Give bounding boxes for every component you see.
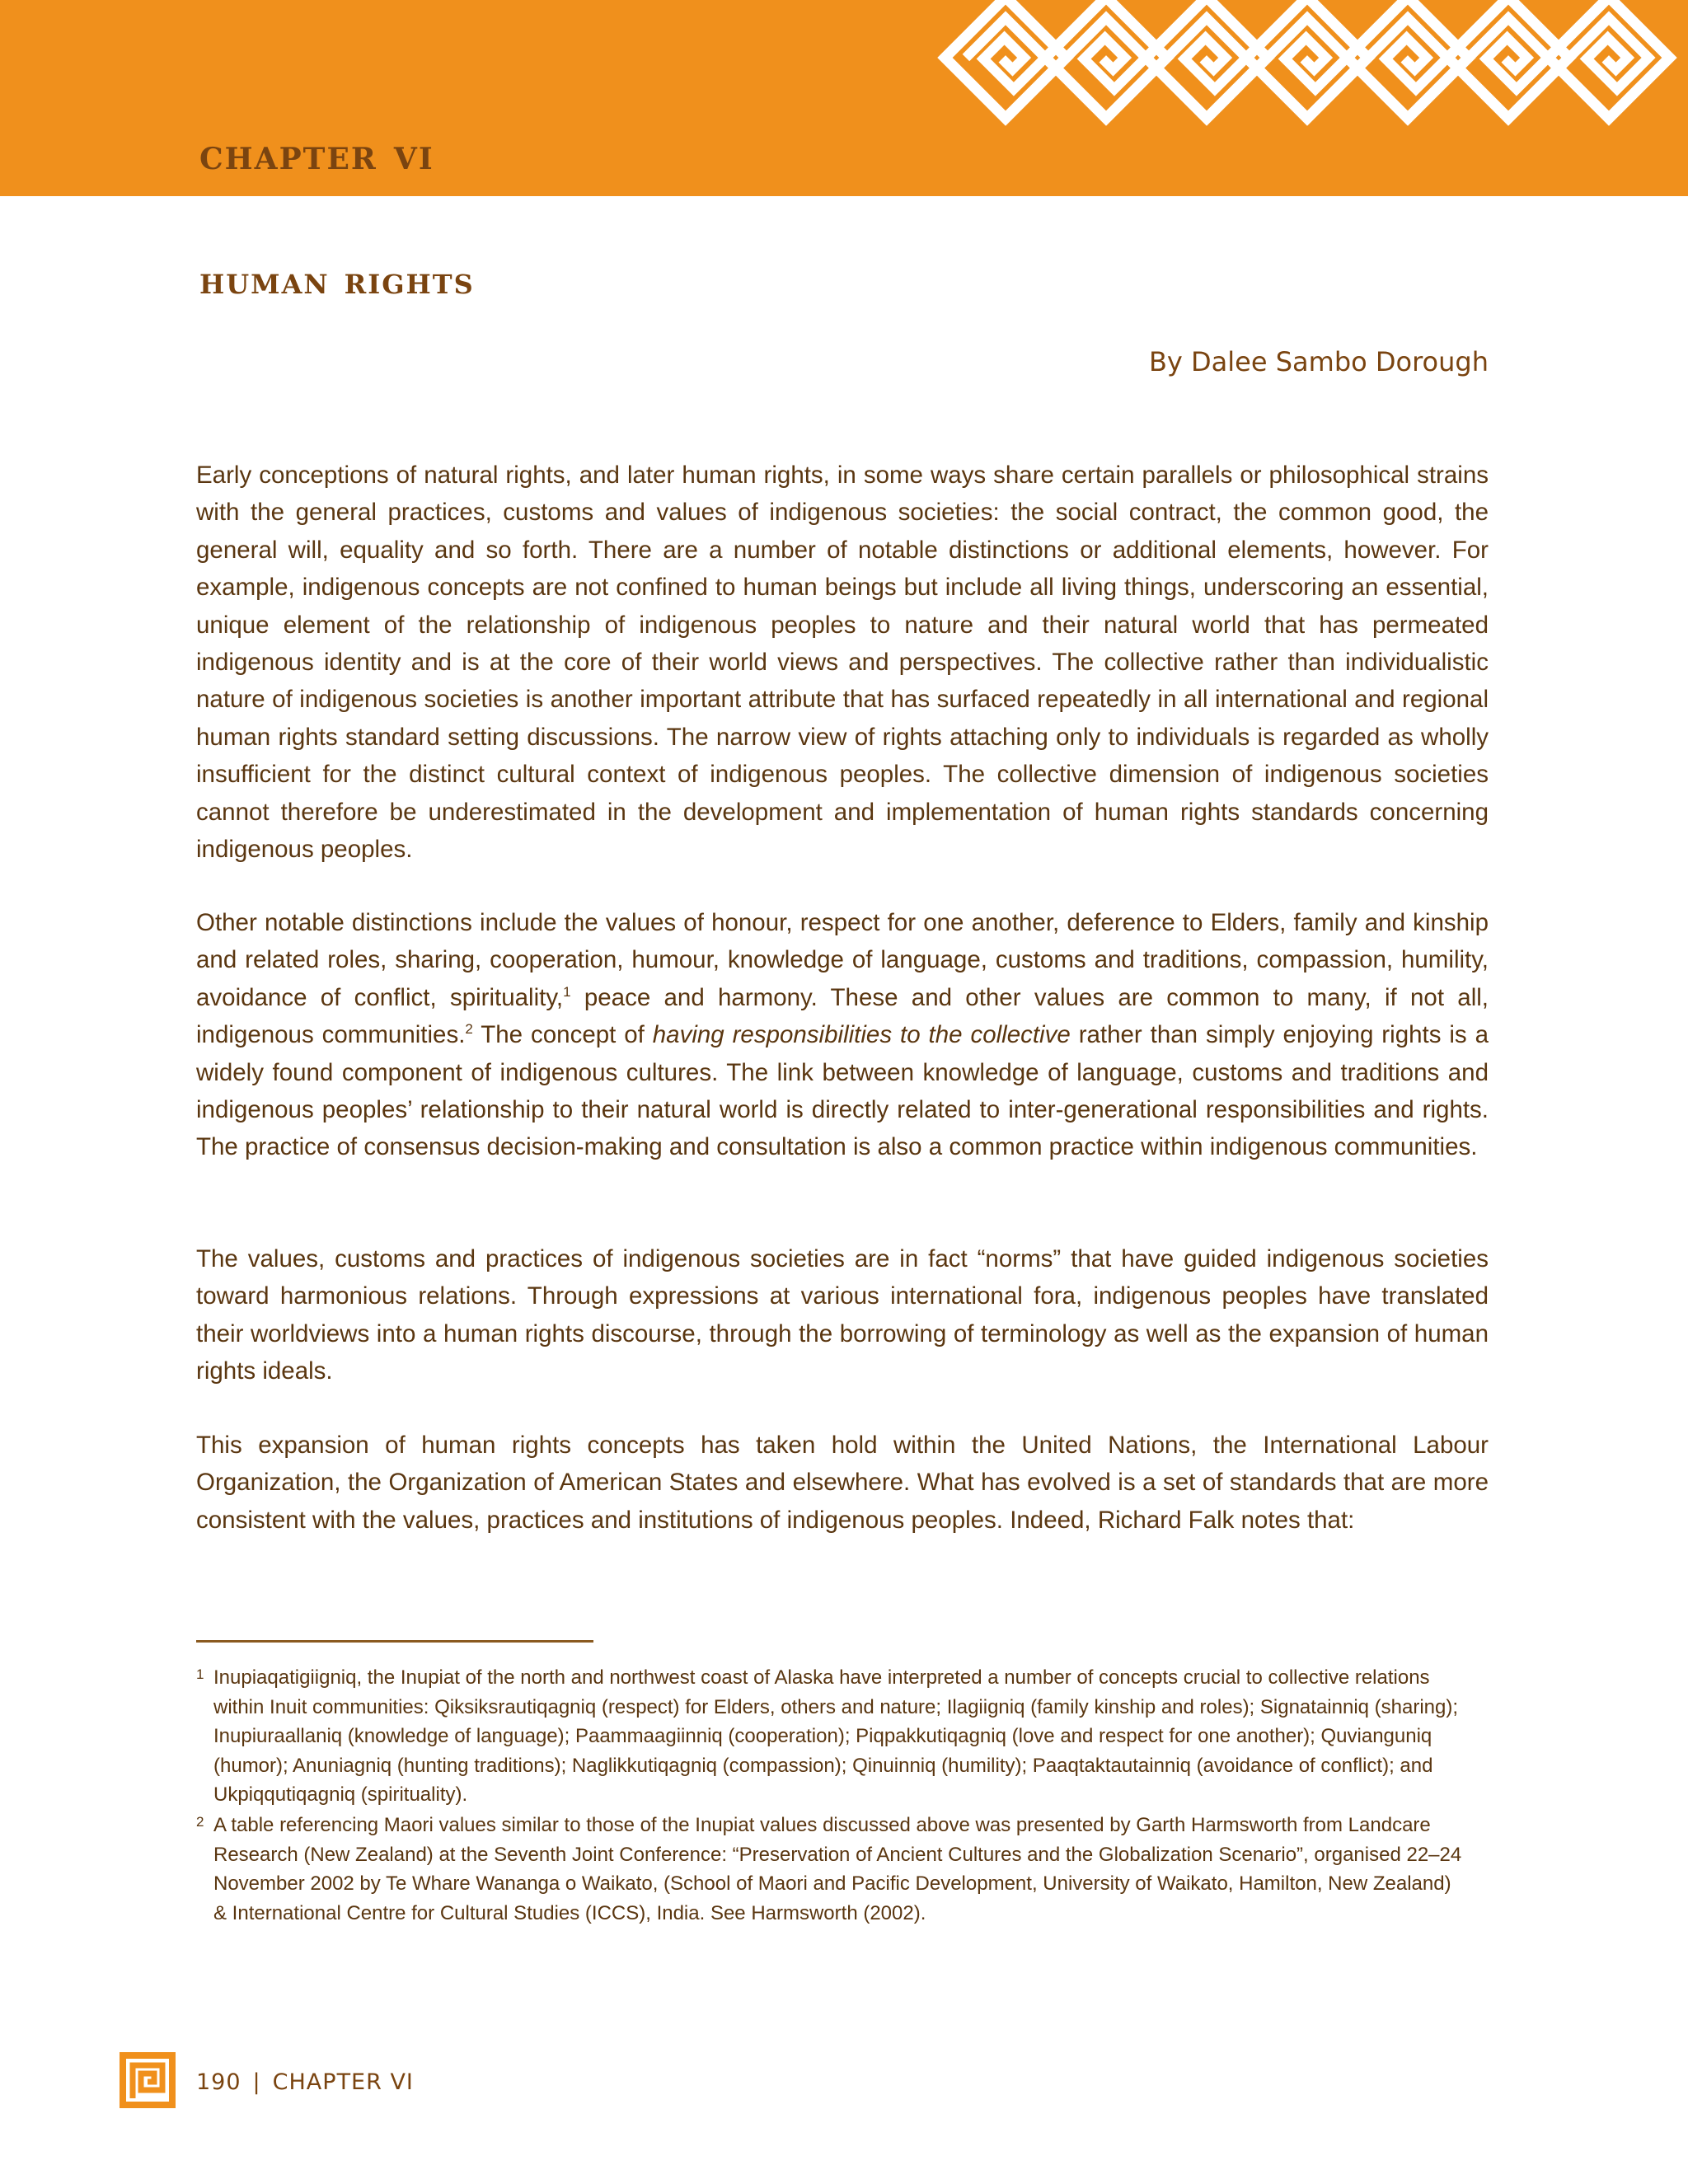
- paragraph-text: rather than simply enjoying rights is a widely found component of indigenous cultures. The link between knowledge of language, customs and traditions and indigenous peoples’ relationship to their natural world is directly related to inter-generational responsibilities and rights. The practice of consensus decision-making and consultation is also a common practice within indigenous communities.: [196, 1021, 1489, 1161]
- paragraph-text: The concept of: [472, 1021, 653, 1049]
- diamond-spiral-pattern: [907, 0, 1688, 196]
- footer-chapter: CHAPTER VI: [272, 2069, 414, 2095]
- footnote-2: [196, 1811, 1465, 1928]
- footnote-divider: [196, 1640, 593, 1643]
- body-paragraph-2: [196, 904, 1489, 1166]
- body-paragraph-1: Early conceptions of natural rights, and later human rights, in some ways share certain parallels or philosophical strains with the general practices, customs and values of indigenous societies: the social contract, the common good, the general will, equality and so forth. There are a number of notable distinctions or additional elements, however. For example, indigenous concepts are not confined to human beings but include all living things, underscoring an essential, unique element of the relationship of indigenous peoples to nature and their natural world that has permeated indigenous identity and is at the core of their world views and perspectives. The collective rather than individualistic nature of indigenous societies is another important attribute that has surfaced repeatedly in all international and regional human rights standard setting discussions. The narrow view of rights attaching only to individuals is regarded as wholly insufficient for the distinct cultural context of indigenous peoples. The collective dimension of indigenous societies cannot therefore be underestimated in the development and implementation of human rights standards concerning indigenous peoples.: [196, 462, 1489, 864]
- emphasis-text: having responsibilities to the collective: [652, 1021, 1071, 1049]
- author-byline: By Dalee Sambo Dorough: [1148, 346, 1489, 377]
- footnote-ref-1[interactable]: 1: [563, 983, 571, 1000]
- footnote-text: A table referencing Maori values similar to those of the Inupiat values discussed above was presented by Garth Harmsworth from Landcare Research (New Zealand) at the Seventh Joint Conference: “Preservation of Ancient Cultures and the Globalization Scenario”, organised 22–24 November 2002 by Te Whare Wananga o Waikato, (School of Maori and Pacific Development, University of Waikato, Hamilton, New Zealand) & International Centre for Cultural Studies (ICCS), India. See Harmsworth (2002).: [213, 1814, 1462, 1924]
- spiral-key-icon: [120, 2052, 176, 2108]
- page-number: 190: [196, 2069, 241, 2095]
- footnote-mark: 1: [196, 1666, 204, 1682]
- footnote-text: Inupiaqatigiigniq, the Inupiat of the north and northwest coast of Alaska have interpreted a number of concepts crucial to collective relations within Inuit communities: Qiksiksrautiqagniq (respect) for Elders, others and nature; Ilagiigniq (family kinship and roles); Signatainniq (sharing); Inupiuraallaniq (knowledge of language); Paammaagiinniq (cooperation); Piqpakkutiqagniq (love and respect for one another); Quvianguniq (humor); Anuniagniq (hunting traditions); Naglikkutiqagniq (compassion); Qinuinniq (humility); Paaqtaktautainniq (avoidance of conflict); and Ukpiqqutiqagniq (spirituality).: [213, 1666, 1459, 1806]
- body-paragraph-3: The values, customs and practices of indigenous societies are in fact “norms” that have guided indigenous societies toward harmonious relations. Through expressions at various international fora, indigenous peoples have translated their worldviews into a human rights discourse, through the borrowing of terminology as well as the expansion of human rights ideals.: [196, 1245, 1489, 1385]
- page-title: human rights: [199, 258, 475, 302]
- paragraph-text: peace and harmony. These and other values are common to many, if not all, indigenous communities.: [196, 983, 1489, 1049]
- footnote-1: [196, 1663, 1465, 1810]
- paragraph-text: Other notable distinctions include the values of honour, respect for one another, deference to Elders, family and kinship and related roles, sharing, cooperation, humour, knowledge of language, customs and traditions, compassion, humility, avoidance of conflict, spirituality,: [196, 909, 1489, 1011]
- footnote-mark: 2: [196, 1814, 204, 1830]
- footnote-ref-2[interactable]: 2: [465, 1021, 473, 1038]
- chapter-label: chapter vi: [199, 129, 434, 180]
- body-paragraph-4: This expansion of human rights concepts has taken hold within the United Nations, the International Labour Organization, the Organization of American States and elsewhere. What has evolved is a set of standards that are more consistent with the values, practices and institutions of indigenous peoples. Indeed, Richard Falk notes that:: [196, 1432, 1489, 1534]
- header-banner: [0, 0, 1688, 196]
- footer-separator: |: [252, 2069, 261, 2095]
- page-footer: [196, 2069, 414, 2097]
